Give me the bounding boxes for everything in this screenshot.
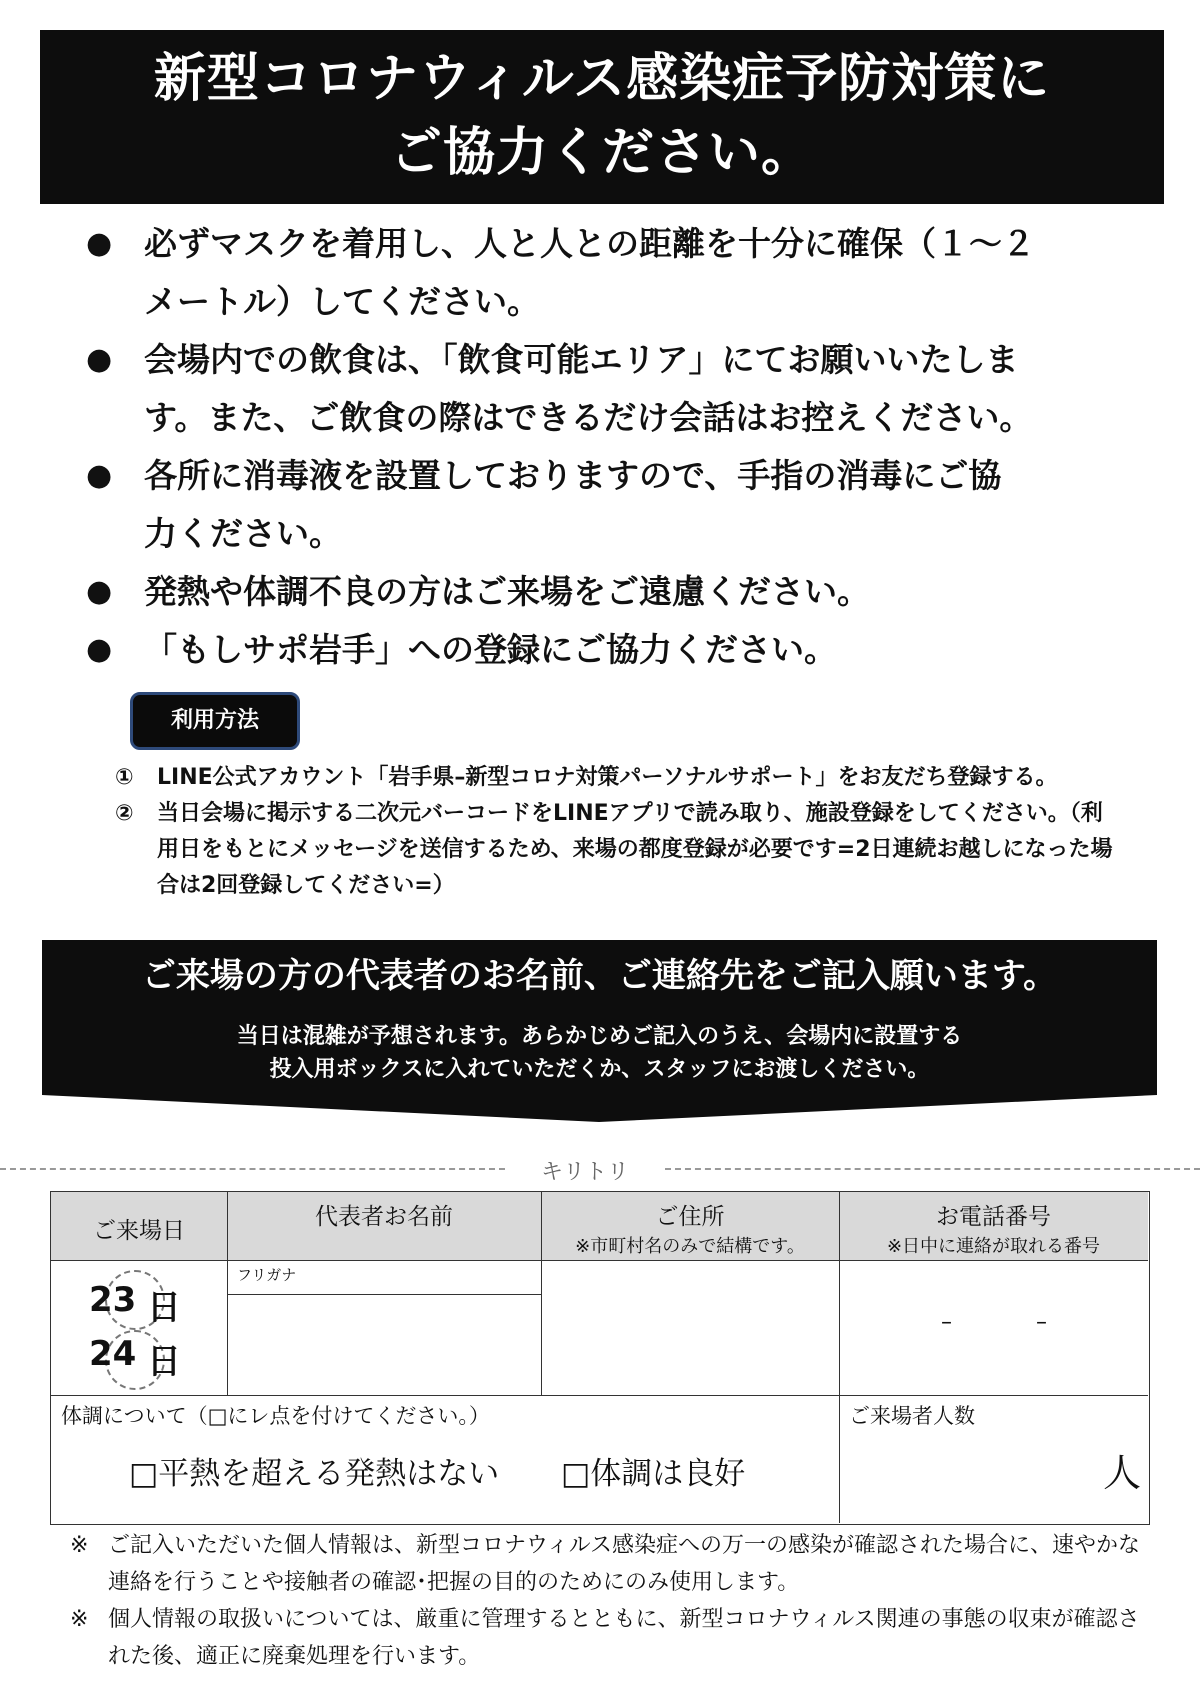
banner-sub-line1: 当日は混雑が予想されます。あらかじめご記入のうえ、会場内に設置する: [236, 1024, 963, 1049]
day-number-23: 23: [89, 1280, 137, 1320]
bullet-text: 発熱や体調不良の方はご来場をご遠慮ください。: [144, 572, 870, 611]
usage-step-1: [115, 760, 1115, 796]
cut-dash-left: [0, 1168, 505, 1170]
cut-line: [0, 1159, 1200, 1185]
bullet-item: [86, 563, 1126, 621]
phone-field[interactable]: [839, 1260, 1148, 1395]
name-field[interactable]: [227, 1294, 541, 1395]
bullet-item: [86, 621, 1126, 679]
usage-step-2: [115, 796, 1115, 904]
form-line: [51, 1395, 1148, 1396]
usage-steps: [115, 760, 1115, 904]
good-health-checkbox[interactable]: □体調は良好: [561, 1456, 746, 1492]
bullet-text-cont: す。また、ご飲食の際はできるだけ会話はお控えください。: [144, 398, 1033, 437]
header-title-line2: ご協力ください。: [389, 123, 814, 183]
instruction-banner: [42, 940, 1157, 1122]
address-field[interactable]: [541, 1260, 839, 1395]
usage-label-box: 利用方法: [130, 692, 300, 750]
bullet-text: 「もしサポ岩手」への登録にご協力ください。: [144, 630, 837, 669]
phone-dash: –: [941, 1310, 952, 1335]
bullet-text-cont: メートル）してください。: [144, 282, 540, 321]
day-number-24: 24: [89, 1334, 137, 1374]
header-name: 代表者お名前: [315, 1204, 453, 1230]
note-text: 個人情報の取扱いについては、厳重に管理するとともに、新型コロナウィルス関連の事態の収束が確認された後、適正に廃棄処理を行います。: [108, 1607, 1140, 1669]
banner-sub-line2: 投入用ボックスに入れていただくか、スタッフにお渡しください。: [269, 1057, 930, 1082]
no-fever-checkbox[interactable]: □平熱を超える発熱はない: [129, 1456, 500, 1492]
bullet-item: [86, 447, 1126, 563]
header-phone-note: ※日中に連絡が取れる番号: [886, 1236, 1101, 1257]
registration-form: [50, 1191, 1150, 1525]
bullet-text: 各所に消毒液を設置しておりますので、手指の消毒にご協: [144, 456, 1002, 495]
step-number: ②: [115, 801, 134, 826]
furigana-label: フリガナ: [237, 1266, 297, 1284]
bullet-text: 必ずマスクを着用し、人と人との距離を十分に確保（１～２: [144, 224, 1035, 263]
header-banner: [40, 30, 1164, 204]
note-mark: ※: [70, 1533, 89, 1558]
visitors-label: ご来場者人数: [849, 1404, 975, 1428]
note-text: ご記入いただいた個人情報は、新型コロナウィルス感染症への万一の感染が確認された場合に、速やかな連絡を行うことや接触者の確認･把握の目的のためにのみ使用します。: [108, 1533, 1141, 1595]
cut-dash-right: [665, 1168, 1200, 1170]
bullet-text-cont: 力ください。: [144, 514, 342, 553]
visitors-field[interactable]: [839, 1432, 1148, 1523]
note-item: [70, 1527, 1150, 1601]
bullet-marker: ●: [86, 574, 113, 609]
health-label: 体調について（□にレ点を付けてください。）: [61, 1404, 490, 1428]
note-item: [70, 1601, 1150, 1675]
bullet-item: [86, 331, 1126, 447]
step-number: ①: [115, 765, 134, 790]
privacy-notes: [70, 1527, 1150, 1675]
note-mark: ※: [70, 1607, 89, 1632]
header-address: ご住所: [655, 1204, 725, 1230]
furigana-field[interactable]: [227, 1260, 541, 1294]
bullet-marker: ●: [86, 458, 113, 493]
bullet-marker: ●: [86, 342, 113, 377]
step-text: 当日会場に掲示する二次元バーコードをLINEアプリで読み取り、施設登録をしてください。（利用日をもとにメッセージを送信するため、来場の都度登録が必要です=2日連続お越しになった場合は2回登録してください=）: [157, 801, 1113, 898]
bullet-text: 会場内での飲食は、「飲食可能エリア」にてお願いいたしま: [144, 340, 1019, 379]
header-address-note: ※市町村名のみで結構です。: [575, 1236, 805, 1257]
day-unit: 日: [147, 1342, 181, 1382]
header-date: ご来場日: [93, 1218, 185, 1244]
day-unit: 日: [147, 1288, 181, 1328]
bullet-marker: ●: [86, 632, 113, 667]
cut-label: キリトリ: [520, 1155, 650, 1186]
bullet-item: [86, 215, 1126, 331]
bullet-marker: ●: [86, 226, 113, 261]
bullet-list: [86, 215, 1126, 679]
visitors-unit: 人: [1103, 1451, 1142, 1495]
banner-title: ご来場の方の代表者のお名前、ご連絡先をご記入願います。: [141, 956, 1058, 996]
header-phone: お電話番号: [936, 1204, 1051, 1230]
header-title-line1: 新型コロナウィルス感染症予防対策に: [153, 49, 1051, 109]
phone-dash: –: [1036, 1310, 1047, 1335]
step-text: LINE公式アカウント「岩手県–新型コロナ対策パーソナルサポート」をお友だち登録する。: [157, 765, 1058, 790]
